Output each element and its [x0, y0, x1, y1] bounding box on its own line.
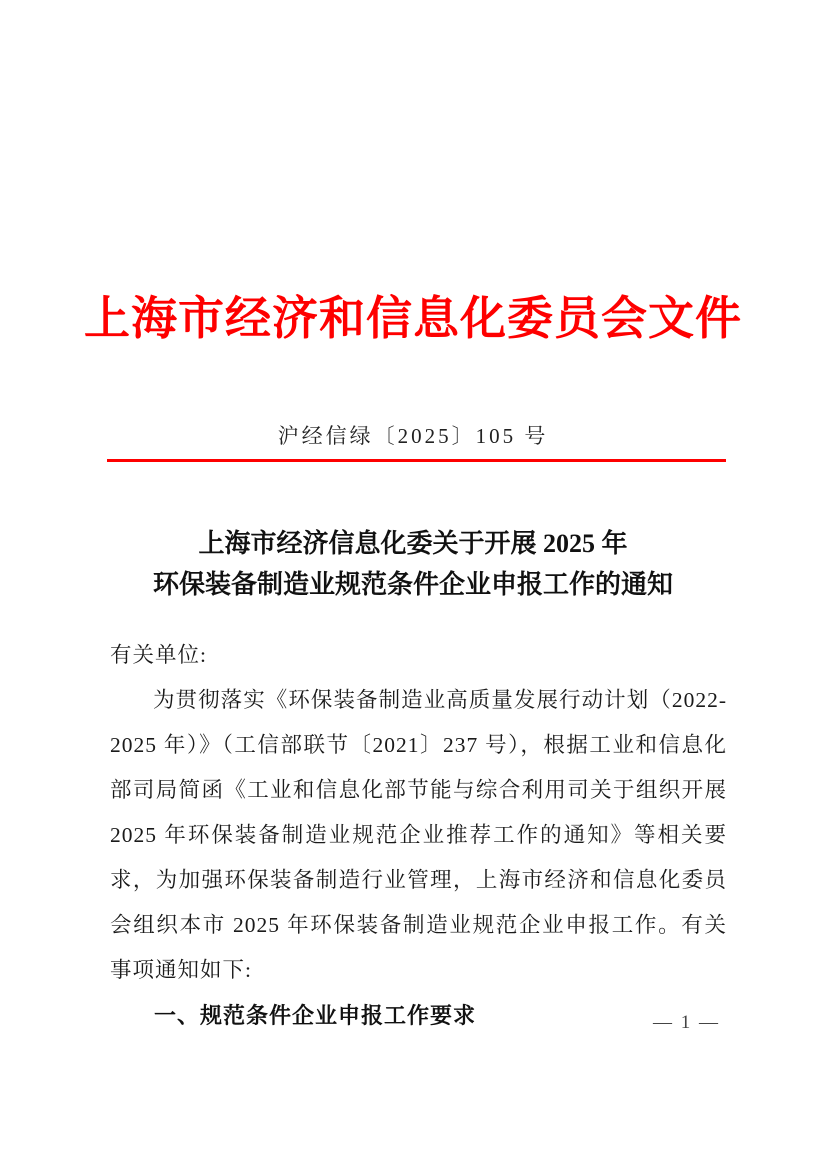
- issuing-org-letterhead: 上海市经济和信息化委员会文件: [84, 293, 742, 344]
- document-body: [110, 633, 727, 1038]
- page-number: — 1 —: [653, 1012, 720, 1033]
- document-number: 沪经信绿〔2025〕105 号: [277, 424, 549, 448]
- body-paragraph: 为贯彻落实《环保装备制造业高质量发展行动计划（2022-2025 年）》（工信部联节〔2021〕237 号），根据工业和信息化部司局简函《工业和信息化部节能与综合利用司关于组织开展 2025 年环保装备制造业规范企业推荐工作的通知》等相关要求，为加强环保装备制造行业管理，上海市经济和信息化委员会组织本市 2025 年环保装备制造业规范企业申报工作。有关事项通知如下:: [110, 688, 727, 982]
- document-title: [0, 523, 826, 605]
- letterhead-divider-rule: [107, 459, 726, 462]
- salutation-line: 有关单位:: [110, 643, 207, 667]
- document-title-line2: 环保装备制造业规范条件企业申报工作的通知: [152, 570, 673, 599]
- document-title-line1: 上海市经济信息化委关于开展 2025 年: [198, 529, 628, 558]
- section-1-heading: 一、规范条件企业申报工作要求: [154, 1003, 477, 1028]
